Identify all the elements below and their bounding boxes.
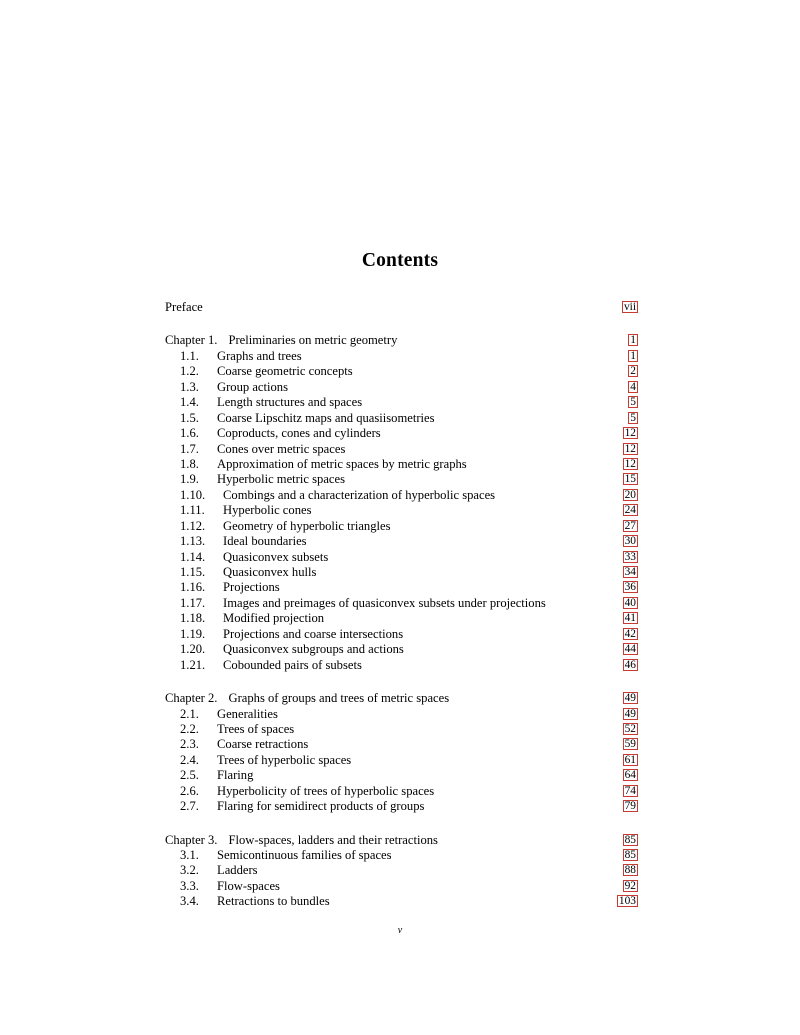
- toc-entry-page-link[interactable]: 27: [624, 519, 636, 532]
- toc-entry-page-link[interactable]: 15: [624, 473, 636, 486]
- toc-entry-page-link[interactable]: 92: [624, 879, 636, 892]
- toc-entry[interactable]: [165, 707, 638, 722]
- toc-entry[interactable]: [165, 784, 638, 799]
- toc-entry-number: 1.19.: [180, 626, 206, 641]
- toc-entry-page-link[interactable]: 20: [624, 488, 636, 501]
- toc-entry-title: Projections and coarse intersections: [223, 626, 404, 641]
- toc-entry-title: Flaring: [217, 768, 254, 783]
- toc-entry-label: [180, 411, 435, 425]
- toc-entry-title: Flow-spaces, ladders and their retractions: [228, 832, 438, 847]
- toc-entry-title: Semicontinuous families of spaces: [217, 848, 392, 862]
- toc-entry-number: 1.17.: [180, 595, 206, 610]
- toc-entry-label: [180, 364, 353, 378]
- toc-entry-page-link[interactable]: 52: [624, 722, 636, 735]
- toc-entry[interactable]: [165, 596, 638, 611]
- toc-entry-title: Hyperbolic cones: [223, 503, 312, 518]
- toc-entry-page-link[interactable]: 1: [630, 334, 636, 347]
- toc-entry-title: Images and preimages of quasiconvex subsets under projections: [223, 595, 546, 610]
- toc-entry-number: 2.5.: [180, 768, 199, 783]
- toc-entry-number: 1.7.: [180, 441, 199, 456]
- toc-entry-title: Preface: [165, 300, 203, 314]
- toc-entry-page-link[interactable]: 33: [624, 550, 636, 563]
- toc-entry-page-link[interactable]: 4: [630, 380, 636, 393]
- toc-entry-title: Trees of spaces: [217, 721, 295, 736]
- toc-entry-label: [180, 380, 288, 394]
- toc-entry-label: [180, 642, 404, 656]
- toc-entry-number: Chapter 3.: [165, 832, 218, 847]
- toc-entry-page-link[interactable]: 79: [624, 800, 636, 813]
- toc-entry-label: [180, 722, 294, 736]
- toc-entry-title: Approximation of metric spaces by metric graphs: [217, 456, 467, 471]
- toc-entry-page-link[interactable]: 49: [624, 707, 636, 720]
- toc-entry-page-link[interactable]: 46: [624, 658, 636, 671]
- toc-entry-title: Graphs and trees: [217, 348, 302, 363]
- toc-entry-label: [180, 565, 316, 579]
- toc-entry-title: Coproducts, cones and cylinders: [217, 426, 381, 441]
- toc-entry-title: Graphs of groups and trees of metric spaces: [228, 691, 450, 706]
- toc-entry[interactable]: [165, 580, 638, 595]
- toc-entry-page-link[interactable]: 61: [624, 753, 636, 766]
- toc-entry-page-link[interactable]: 59: [624, 738, 636, 751]
- toc-entry-page-link[interactable]: 85: [624, 833, 636, 846]
- toc-entry-label: [165, 300, 203, 315]
- toc-entry-label: [180, 596, 546, 610]
- toc-entry-label: [180, 784, 434, 798]
- toc-entry-title: Hyperbolicity of trees of hyperbolic spaces: [217, 783, 435, 798]
- toc-entry-page-link[interactable]: 12: [624, 457, 636, 470]
- toc-entry-label: [180, 395, 362, 409]
- toc-entry-number: 1.20.: [180, 642, 206, 657]
- toc-entry[interactable]: [165, 848, 638, 863]
- toc-entry[interactable]: [165, 768, 638, 783]
- toc-entry-number: 1.12.: [180, 518, 206, 533]
- toc-entry-title: Geometry of hyperbolic triangles: [223, 518, 391, 533]
- toc-entry[interactable]: [165, 863, 638, 878]
- toc-entry-page-link[interactable]: 24: [624, 504, 636, 517]
- toc-entry[interactable]: [165, 300, 638, 315]
- toc-entry-title: Generalities: [217, 706, 278, 721]
- toc-entry-title: Cobounded pairs of subsets: [223, 657, 362, 672]
- toc-entry-number: 2.7.: [180, 799, 199, 814]
- page-folio: v: [397, 925, 403, 936]
- toc-entry-number: 1.16.: [180, 580, 206, 595]
- toc-entry-number: 1.13.: [180, 534, 206, 549]
- toc-entry-number: 1.10.: [180, 487, 206, 502]
- toc-entry-label: [165, 691, 449, 706]
- toc-entry[interactable]: [165, 534, 638, 549]
- toc-entry-label: [180, 442, 345, 456]
- toc-entry[interactable]: [165, 799, 638, 814]
- toc-entry-title: Length structures and spaces: [217, 395, 363, 410]
- toc-entry[interactable]: [165, 722, 638, 737]
- toc-entry-title: Projections: [223, 580, 280, 595]
- toc-entry[interactable]: [165, 380, 638, 395]
- toc-entry-number: 1.6.: [180, 426, 199, 441]
- toc-entry-number: 1.21.: [180, 657, 206, 672]
- toc-entry-title: Hyperbolic metric spaces: [217, 472, 345, 487]
- toc-entry-label: [180, 488, 495, 502]
- toc-entry-title: Ideal boundaries: [223, 534, 307, 549]
- toc-entry-number: Chapter 2.: [165, 691, 218, 706]
- toc-entry-page-link[interactable]: 103: [618, 895, 636, 908]
- toc-entry-label: [180, 611, 324, 625]
- toc-entry-number: 2.1.: [180, 706, 199, 721]
- toc-entry-title: Cones over metric spaces: [217, 441, 346, 456]
- toc-entry[interactable]: [165, 457, 638, 472]
- toc-entry-page-link[interactable]: 44: [624, 643, 636, 656]
- toc-entry-page-link[interactable]: 41: [624, 612, 636, 625]
- toc-entry-title: Flaring for semidirect products of groups: [217, 799, 425, 814]
- toc-entry-page-link[interactable]: 40: [624, 596, 636, 609]
- toc-entry[interactable]: [165, 442, 638, 457]
- toc-entry-page-link[interactable]: 42: [624, 627, 636, 640]
- toc-entry-number: 2.6.: [180, 783, 199, 798]
- toc-entry-label: [180, 658, 362, 672]
- toc-entry-title: Quasiconvex subsets: [223, 549, 329, 564]
- page-title: Contents: [361, 250, 439, 271]
- toc-entry-number: 1.3.: [180, 379, 199, 394]
- toc-entry-label: [180, 863, 258, 877]
- toc-entry[interactable]: [165, 894, 638, 909]
- toc-entry-number: Chapter 1.: [165, 333, 218, 348]
- toc-entry-number: 1.8.: [180, 456, 199, 471]
- toc-entry-label: [180, 503, 311, 517]
- toc-entry-number: 1.18.: [180, 611, 206, 626]
- toc-entry-number: 1.4.: [180, 395, 199, 410]
- toc-entry-number: 1.1.: [180, 348, 199, 363]
- toc-entry-number: 1.9.: [180, 472, 199, 487]
- toc-entry-label: [180, 848, 392, 862]
- toc-entry[interactable]: [165, 627, 638, 642]
- toc-entry-label: [180, 580, 280, 594]
- toc-entry-number: 1.2.: [180, 364, 199, 379]
- toc-entry-page-link[interactable]: 12: [624, 442, 636, 455]
- toc-entry-label: [180, 894, 330, 908]
- toc-entry-label: [180, 349, 302, 363]
- toc-entry-number: 2.2.: [180, 721, 199, 736]
- toc-entry-page-link[interactable]: 36: [624, 581, 636, 594]
- toc-entry-label: [180, 753, 351, 767]
- toc-entry-label: [180, 426, 381, 440]
- toc-entry[interactable]: [165, 611, 638, 626]
- toc-entry-title: Coarse retractions: [217, 737, 309, 752]
- toc-entry-label: [180, 472, 345, 486]
- toc-entry-number: 3.1.: [180, 848, 199, 862]
- toc-entry-title: Flow-spaces: [217, 878, 280, 893]
- toc-entry-number: 1.15.: [180, 565, 206, 579]
- toc-entry-label: [180, 627, 403, 641]
- toc-entry-page-link[interactable]: 5: [630, 396, 636, 409]
- toc-entry[interactable]: [165, 472, 638, 487]
- toc-entry[interactable]: [165, 753, 638, 768]
- toc-entry-label: [165, 333, 397, 348]
- toc-entry-title: Retractions to bundles: [217, 894, 330, 909]
- toc-entry-number: 1.5.: [180, 410, 199, 425]
- toc-entry-page-link[interactable]: 74: [624, 784, 636, 797]
- toc-entry-label: [180, 550, 328, 564]
- toc-entry-page-link[interactable]: 1: [630, 349, 636, 362]
- toc-entry[interactable]: [165, 691, 638, 706]
- toc-entry[interactable]: [165, 411, 638, 426]
- toc-entry-title: Combings and a characterization of hyperbolic spaces: [223, 487, 496, 502]
- toc-entry[interactable]: [165, 642, 638, 657]
- toc-entry[interactable]: [165, 550, 638, 565]
- toc-entry-title: Coarse geometric concepts: [217, 364, 353, 379]
- toc-entry-number: 2.3.: [180, 737, 199, 752]
- toc-entry[interactable]: [165, 879, 638, 894]
- toc-entry-number: 3.3.: [180, 878, 199, 893]
- toc-entry-page-link[interactable]: 34: [624, 566, 636, 578]
- toc-entry[interactable]: [165, 395, 638, 410]
- toc-entry-page-link[interactable]: 5: [630, 411, 636, 424]
- toc-entry-number: 1.14.: [180, 549, 206, 564]
- toc-entry-title: Trees of hyperbolic spaces: [217, 752, 352, 767]
- toc-entry-number: 3.4.: [180, 894, 199, 909]
- toc-entry-title: Preliminaries on metric geometry: [228, 333, 398, 348]
- toc-entry-number: 2.4.: [180, 752, 199, 767]
- toc-entry-label: [180, 799, 424, 813]
- toc-entry-page-link[interactable]: 88: [624, 864, 636, 877]
- toc-entry-title: Modified projection: [223, 611, 325, 626]
- toc-entry-page-link[interactable]: 2: [630, 365, 636, 378]
- toc-entry-title: Group actions: [217, 379, 288, 394]
- toc-entry-number: 3.2.: [180, 863, 199, 878]
- toc-entry-label: [165, 833, 438, 848]
- toc-entry-label: [180, 519, 391, 533]
- toc-entry-label: [180, 737, 308, 751]
- toc-entry-title: Quasiconvex subgroups and actions: [223, 642, 404, 657]
- toc-entry-title: Quasiconvex hulls: [223, 565, 317, 579]
- toc-entry-page-link[interactable]: 85: [624, 849, 636, 861]
- toc-entry-label: [180, 768, 253, 782]
- toc-entry[interactable]: [165, 565, 638, 580]
- toc-entry[interactable]: [165, 488, 638, 503]
- toc-entry-list: [165, 300, 638, 910]
- toc-entry[interactable]: [165, 503, 638, 518]
- toc-entry[interactable]: [165, 737, 638, 752]
- toc-entry-label: [180, 707, 278, 721]
- toc-entry-page-link[interactable]: 49: [624, 692, 636, 705]
- toc-entry-label: [180, 534, 307, 548]
- toc-entry-title: Coarse Lipschitz maps and quasiisometries: [217, 410, 435, 425]
- toc-entry-page-link[interactable]: vii: [623, 301, 636, 313]
- toc-entry-page-link[interactable]: 12: [624, 427, 636, 440]
- toc-entry[interactable]: [165, 426, 638, 441]
- toc-entry[interactable]: [165, 833, 638, 848]
- toc-entry[interactable]: [165, 349, 638, 364]
- toc-entry-page-link[interactable]: 64: [624, 769, 636, 782]
- toc-entry[interactable]: [165, 333, 638, 348]
- toc-entry-page-link[interactable]: 30: [624, 535, 636, 548]
- toc-entry-number: 1.11.: [180, 503, 205, 518]
- toc-entry[interactable]: [165, 658, 638, 673]
- toc-entry-title: Ladders: [217, 863, 258, 878]
- toc-entry[interactable]: [165, 519, 638, 534]
- toc-entry-label: [180, 457, 467, 471]
- toc-entry-label: [180, 879, 280, 893]
- toc-entry[interactable]: [165, 364, 638, 379]
